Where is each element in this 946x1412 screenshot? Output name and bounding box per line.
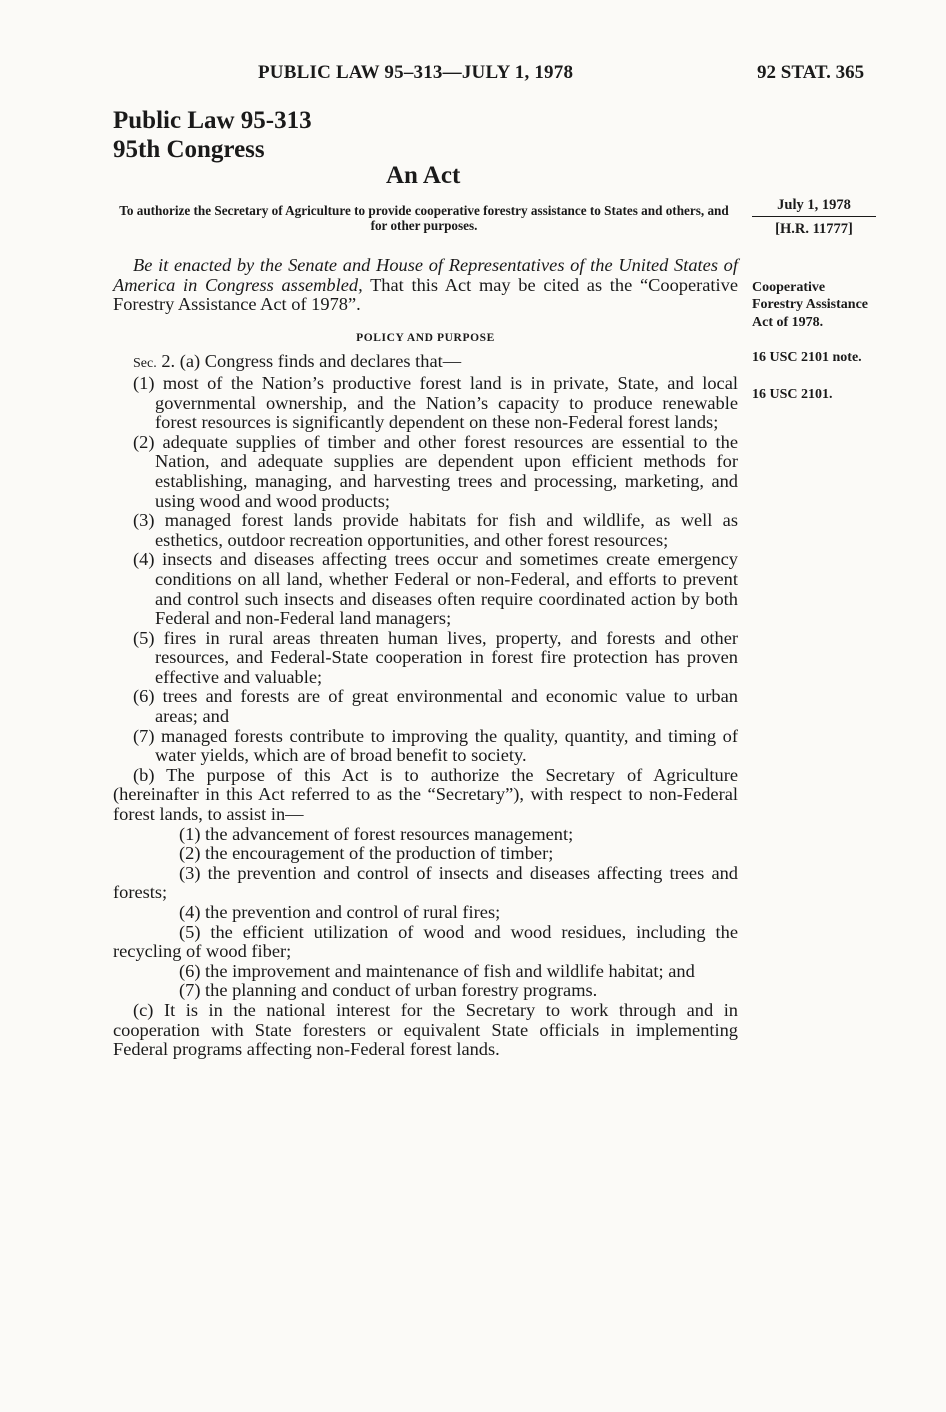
- purpose-item: (6) the improvement and maintenance of fish and wildlife habitat; and: [179, 960, 695, 981]
- subsection-c: (c) It is in the national interest for the Secretary to work through and in cooperation with State foresters or equivalent State officials in implementing Federal programs affecting non-Federal forest lands.: [113, 999, 738, 1060]
- running-head: PUBLIC LAW 95–313—JULY 1, 1978: [258, 62, 574, 83]
- margin-note-usc-note: 16 USC 2101 note.: [752, 350, 862, 365]
- law-number: Public Law 95-313: [113, 107, 312, 134]
- purpose-item: (3) the prevention and control of insects and diseases affecting trees and forests;: [113, 862, 738, 903]
- enacting-clause: [113, 256, 738, 315]
- purpose-item: (7) the planning and conduct of urban forestry programs.: [179, 980, 598, 1001]
- finding-item: (1) most of the Nation’s productive forest land is in private, State, and local governmental ownership, and the Nation’s capacity to produce renewable forest resources is significantly dependent on these non-Federal forest lands;: [133, 372, 738, 433]
- finding-item: (5) fires in rural areas threaten human lives, property, and forests and other resources, and Federal-State cooperation in forest fire protection has proven effective and valuable;: [133, 627, 738, 687]
- section-heading: POLICY AND PURPOSE: [356, 331, 495, 344]
- purpose-item: (4) the prevention and control of rural fires;: [179, 902, 501, 922]
- bill-number: [H.R. 11777]: [775, 221, 853, 237]
- statute-reference: 92 STAT. 365: [757, 62, 865, 83]
- section-label: Sec.: [133, 356, 157, 372]
- enacting-clause-rest: That this Act may be cited as the “Cooperative Forestry Assistance Act of 1978”.: [113, 274, 738, 315]
- margin-date-block: [752, 197, 876, 238]
- approval-date: July 1, 1978: [752, 197, 876, 217]
- purpose-intro: (b) The purpose of this Act is to authorize the Secretary of Agriculture (hereinafter in this Act referred to as the “Secretary”), with respect to non-Federal forest lands, to assist in—: [113, 764, 738, 825]
- law-title: [113, 106, 312, 164]
- enacting-clause-italic: Be it enacted by the Senate and House of Representatives of the United States of America in Congress assembled,: [113, 255, 738, 295]
- purpose-item: (1) the advancement of forest resources management;: [179, 823, 574, 844]
- finding-item: (3) managed forest lands provide habitats for fish and wildlife, as well as esthetics, outdoor recreation opportunities, and other forest resources;: [133, 510, 738, 550]
- act-heading: An Act: [386, 162, 461, 189]
- section-intro: [113, 352, 738, 374]
- finding-item: (7) managed forests contribute to improving the quality, quantity, and timing of water yields, which are of broad benefit to society.: [133, 725, 738, 766]
- purpose-item: (2) the encouragement of the production of timber;: [179, 843, 554, 864]
- finding-item: (6) trees and forests are of great environmental and economic value to urban areas; and: [133, 686, 738, 727]
- act-body: [113, 256, 738, 1060]
- purpose-item: (5) the efficient utilization of wood and wood residues, including the recycling of wood fiber;: [113, 921, 738, 962]
- congress-number: 95th Congress: [113, 136, 265, 163]
- margin-note-usc: 16 USC 2101.: [752, 387, 833, 402]
- margin-note-short-title: Cooperative Forestry Assistance Act of 1978.: [752, 280, 868, 330]
- section-intro-text: 2. (a) Congress finds and declares that—: [161, 351, 462, 372]
- finding-item: (2) adequate supplies of timber and other forest resources are essential to the Nation, and adequate supplies are dependent upon efficient methods for establishing, managing, and harvesting trees and processing, marketing, and using wood and wood products;: [133, 431, 738, 511]
- finding-item: (4) insects and diseases affecting trees occur and sometimes create emergency conditions on all land, whether Federal or non-Federal, and efforts to prevent and control such insects and diseases often require coordinated action by both Federal and non-Federal land managers;: [133, 549, 738, 629]
- long-title: To authorize the Secretary of Agriculture to provide cooperative forestry assistance to States and others, and for other purposes.: [119, 203, 729, 233]
